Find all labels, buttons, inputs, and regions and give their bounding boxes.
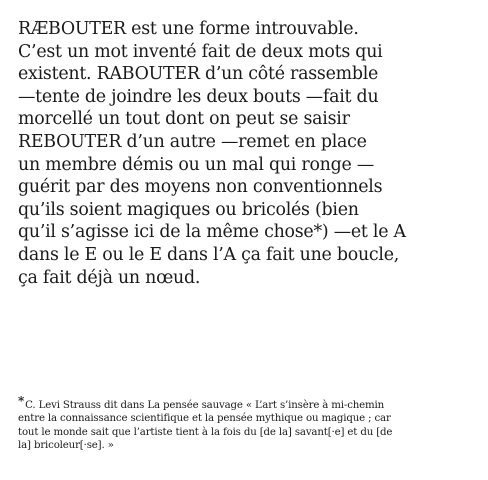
body-line: dans le E ou le E dans l’A ça fait une boucle, <box>18 244 400 265</box>
footnote-line: entre la connaissance scientifique et la pensée mythique ou magique ; car <box>18 413 391 425</box>
body-line: un membre démis ou un mal qui ronge — <box>18 154 374 175</box>
body-line: —tente de joindre les deux bouts —fait du <box>18 86 379 107</box>
body-line: existent. RABOUTER d’un côté rassemble <box>18 64 379 85</box>
body-line: qu’ils soient magiques ou bricolés (bien <box>18 199 359 220</box>
body-line: qu’il s’agisse ici de la même chose*) —et le A <box>18 222 406 243</box>
body-line: RÆBOUTER est une forme introuvable. <box>18 19 359 39</box>
body-line: REBOUTER d’un autre —remet en place <box>18 131 367 152</box>
main-paragraph <box>18 18 478 289</box>
body-line: guérit par des moyens non conventionnels <box>18 177 383 198</box>
body-line: morcellé un tout dont on peut se saisir <box>18 109 350 130</box>
body-line: C’est un mot inventé fait de deux mots qui <box>18 41 383 62</box>
footnote-line <box>18 394 480 412</box>
footnote-text: C. Levi Strauss dit dans La pensée sauvage « L’art s’insère à mi-chemin <box>25 400 385 411</box>
footnote-marker: * <box>18 394 25 408</box>
footnote-line: la] bricoleur[·se]. » <box>18 440 114 452</box>
footnote-line: tout le monde sait que l’artiste tient à la fois du [de la] savant[·e] et du [de <box>18 426 393 438</box>
footnote <box>18 394 480 453</box>
body-line: ça fait déjà un nœud. <box>18 267 201 288</box>
